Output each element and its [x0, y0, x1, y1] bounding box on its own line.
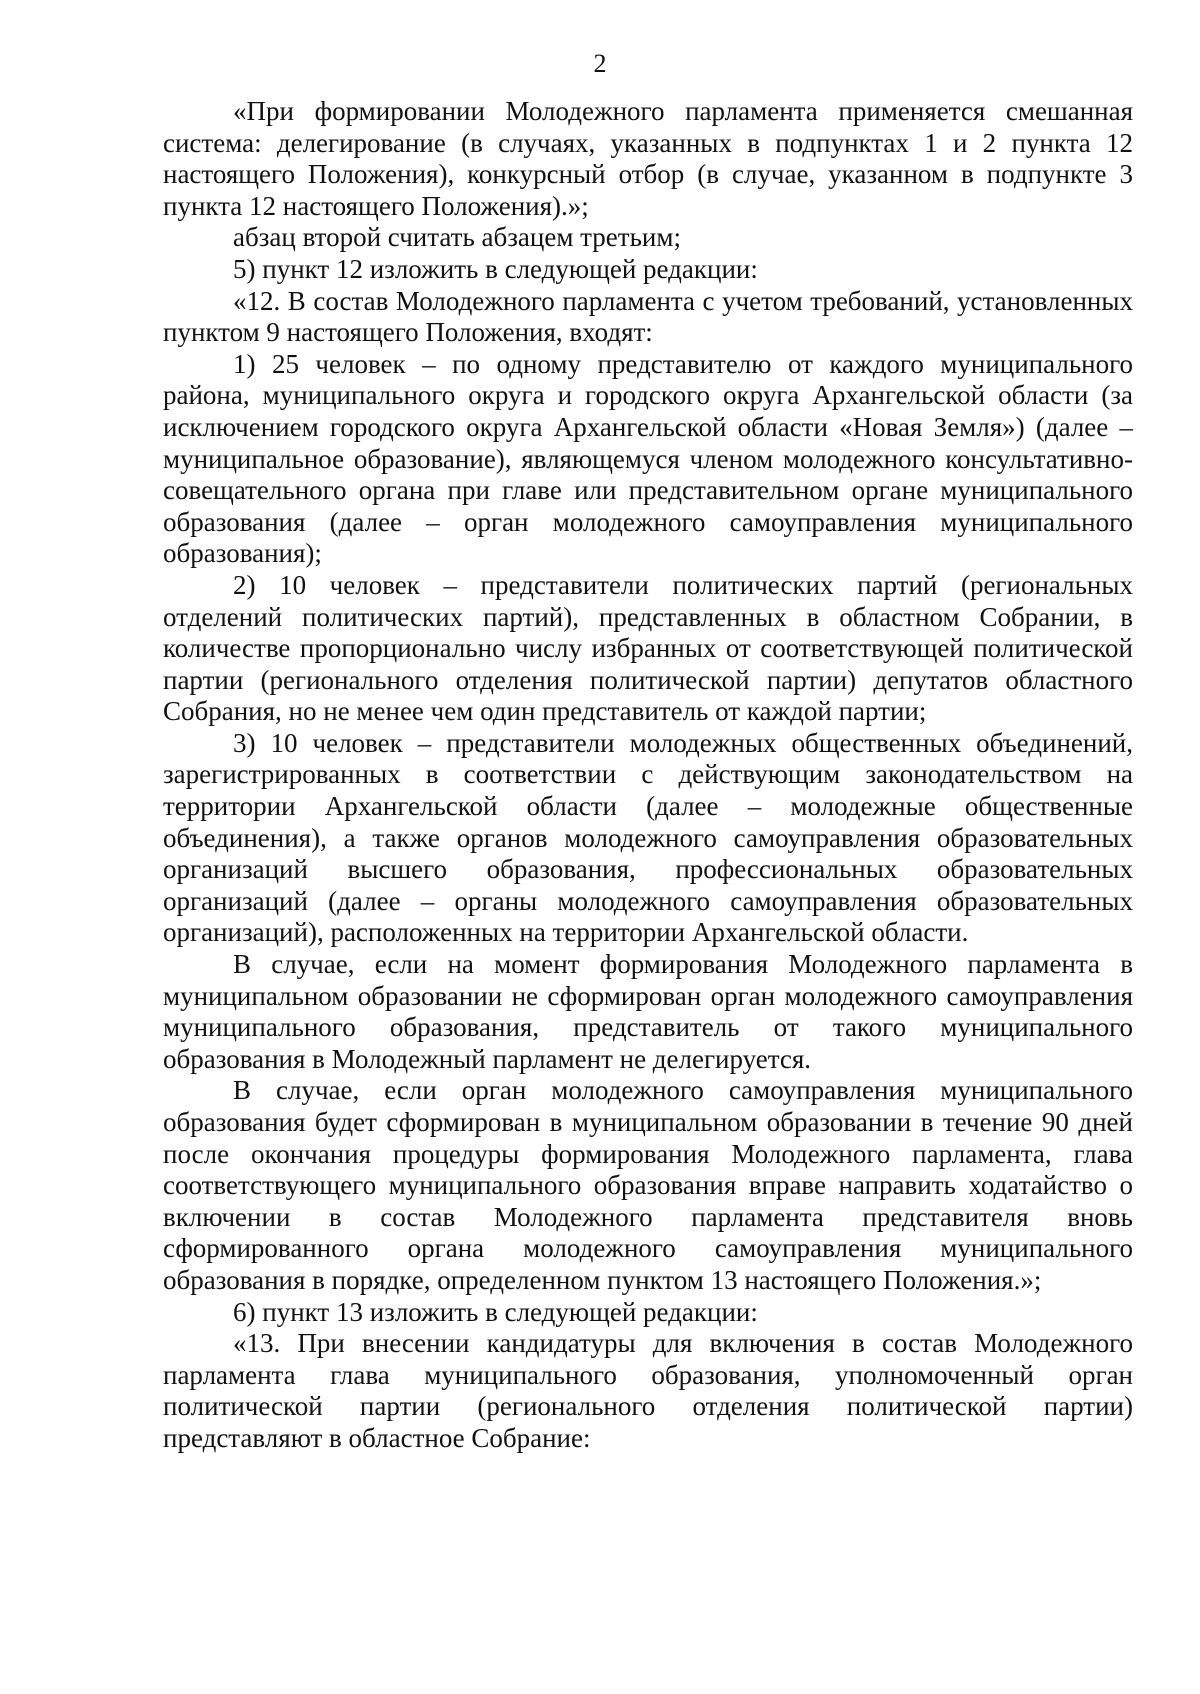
paragraph-point-12: «12. В состав Молодежного парламента с учетом требований, установленных пунктом 9 настоящего Положения, входят:	[163, 285, 1133, 348]
paragraph-item-5: 5) пункт 12 изложить в следующей редакции:	[233, 253, 758, 284]
paragraph-subpoint-3: 3) 10 человек – представители молодежных общественных объединений, зарегистрированных в соответствии с действующим законодательством на территории Архангельской области (далее – молодежные общественные объединения), а также органов молодежного самоуправления образовательных организаций высшего образования, профессиональных образовательных организаций (далее – органы молодежного самоуправления образовательных организаций), расположенных на территории Архангельской области.	[163, 727, 1133, 948]
paragraph-case-not-formed: В случае, если на момент формирования Молодежного парламента в муниципальном образовании не сформирован орган молодежного самоуправления муниципального образования, представитель от такого муниципального образования в Молодежный парламент не делегируется.	[163, 949, 1133, 1074]
paragraph-item-6: 6) пункт 13 изложить в следующей редакции:	[233, 1296, 758, 1327]
paragraph-subpoint-1: 1) 25 человек – по одному представителю от каждого муниципального района, муниципального округа и городского округа Архангельской области (за исключением городского округа Архангельской области «Новая Земля») (далее – муниципальное образование), являющемуся членом молодежного консультативно-совещательного органа при главе или представительном органе муниципального образования (далее – орган молодежного самоуправления муниципального образования);	[163, 348, 1133, 569]
paragraph-subpoint-2: 2) 10 человек – представители политических партий (региональных отделений политических партий), представленных в областном Собрании, в количестве пропорционально числу избранных от соответствующей политической партии (регионального отделения политической партии) депутатов областного Собрания, но не менее чем один представитель от каждой партии;	[163, 569, 1133, 727]
paragraph-point-13: «13. При внесении кандидатуры для включения в состав Молодежного парламента глава муниципального образования, уполномоченный орган политической партии (регионального отделения политической партии) представляют в областное Собрание:	[163, 1328, 1133, 1453]
paragraph-renumber-note: абзац второй считать абзацем третьим;	[233, 222, 681, 253]
page-number: 2	[593, 49, 607, 78]
paragraph-case-formed-later: В случае, если орган молодежного самоуправления муниципального образования будет сформирован в муниципальном образовании в течение 90 дней после окончания процедуры формирования Молодежного парламента, глава соответствующего муниципального образования вправе направить ходатайство о включении в состав Молодежного парламента представителя вновь сформированного органа молодежного самоуправления муниципального образования в порядке, определенном пунктом 13 настоящего Положения.»;	[163, 1075, 1133, 1295]
paragraph-voting-system: «При формировании Молодежного парламента применяется смешанная система: делегирование (в случаях, указанных в подпунктах 1 и 2 пункта 12 настоящего Положения), конкурсный отбор (в случае, указанном в подпункте 3 пункта 12 настоящего Положения).»;	[163, 96, 1133, 221]
document-body	[163, 96, 1133, 1455]
